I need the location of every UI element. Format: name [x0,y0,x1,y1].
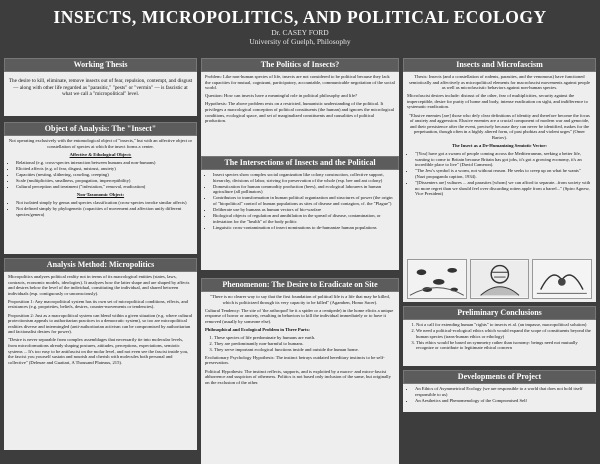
propaganda-image-1 [407,259,467,299]
column-3 [403,58,596,412]
developments-list [407,386,592,403]
list-item: • "[You] have got a swarm of people coming across the Mediterranean, seeking a better life, wanting to come to Britain because Britain has got jobs, it's got a growing economy, it's an incredible place to live" (David Cameron). [415,151,592,168]
conclusions-panel [403,320,596,366]
list-item: • "[Dissenters are] vultures ... and parasites [whom] we can afford to separate...from society with no more regret than we should feel over discarding rotten apple from a barrel..." (Spiro Agnew, Vice President) [415,180,592,197]
list-item: 2. They are predominantly non-harmful to humans. [214,341,395,347]
hypothesis-text: Hypothesis: The above problem rests on a restricted, humanistic understanding of the political. It privileges a macrological conception of political constituents (the human) and ignores the micrological conditions, ecological space, and set of marginalized constituents and causalities of political production. [205,101,395,124]
working-thesis-title: Working Thesis [4,58,197,72]
intersections-title: The Intersections of Insects and the Political [201,156,399,170]
philo-heading: Philosophical and Ecological Problem in Three Parts: [205,326,310,332]
list-item: • Insect species show complex social organization like colony construction, collective support, hierarchy, divisions of labor, striving for preservation of the whole (esp. bee and ant colony) [213,172,395,183]
dehuman-heading: The Insect as a De-Humanizing Semiotic Vector: [452,143,547,149]
politics-panel [201,72,399,156]
object-title: Object of Analysis: The "Insect" [4,122,197,136]
intersections-panel [201,170,399,270]
polhyp-text: Political Hypothesis: The instinct reflects, supports, and is exploited by a macro- and micro-fascist abhorrence and suspicion of otherness. Politics is not based only inclusion of the same, but originally on the exclusion of the other. [205,368,391,385]
poster-title: INSECTS, MICROPOLITICS, AND POLITICAL ECOLOGY [53,7,547,27]
phenomenon-quote: "There is no clearer way to say that the first foundation of political life is a life that may be killed, which is politicized through its very capacity to be killed" (Agamben, Homo Sacer). [210,294,390,305]
list-item: • Elicited affects (e.g. of fear, disgust, mistrust, anxiety) [16,166,193,172]
conclusions-list [407,322,592,351]
list-item: 2. We need a political-ecological ethics which would expand the scope of constituents beyond the human species (trans-human ethics or ethology) [416,328,592,339]
micro-panel [403,72,596,256]
affective-heading: Affective & Ethological Object: [69,151,132,157]
list-item: 3. This ethics would be based on symmetry rather than isonomy: beings need not mutually recognize or contribute to legitimate ethical concern [416,340,592,351]
method-p2: Proposition 1: Any macropolitical system has its own set of micropolitical conditions, effects, and resistances (e.g. proprieties, beliefs, desires, counter-movements or tendencies). [8,298,188,310]
evo-text: Evolutionary Psychology Hypothesis: The instinct betrays outdated hereditary instincts to be self-preservation. [205,354,385,366]
list-item: • An Aesthetics and Phenomenology of the Compromised Self [415,398,592,404]
list-item: • Not isolated simply by genus and species classification (cross-species invoke similar affects) [16,200,193,206]
list-item: • "The Jew's symbol is a worm, not without reason. He seeks to creep up on what he wants" (Nazi propaganda caption, 1934). [415,168,592,179]
list-item: • Scale (multiplicities, smallness, propagation, imperceptibility) [16,178,193,184]
poster-affiliation: University of Guelph, Philosophy [249,37,351,46]
object-intro: Not operating exclusively with the entomological object of "insects," but with an affective object or constellation of species at which the insect forms a center. [8,138,193,149]
column-2 [201,58,399,464]
list-item: • Deliberate use by humans as human vectors of bio-warfare [213,207,395,213]
thesis-text: Thesis: Insects (and a constellation of rodents, parasites, and the venomous) have functioned semiotically and affectively as micropolitical elements for macrofascist movements against people as well as microfascistic behaviors against non-human species. [408,74,591,91]
method-p1: Micropolitics analyzes political reality not in terms of its macrological entities (states, laws, contracts, economic models, ideologies). It analyzes how the latter shape and are shaped by affects and desires below the level of the individual, constituting the individual, and shared between individuals (esp. contiguously or unconsciously). [8,274,190,296]
phenomenon-panel [201,292,399,464]
phenomenon-title: Phenomenon: The Desire to Eradicate on Site [201,278,399,292]
intersections-list [205,172,395,230]
propaganda-image-2 [470,259,530,299]
question-text: Question: How can insects have a meaningful role in political philosophy and life? [205,93,358,99]
micro-title: Insects and Microfascism [403,58,596,72]
list-item: • An Ethics of Asymmetrical Ecology (we are responsible to a world that does not hold itself responsible to us) [415,386,592,397]
microfascist-text: Microfascist desires include: distrust of the other, fear of multiplicities, security against the imperceptible, desire for purity of home and body, intense eradication on sight, and indifference to systematic eradication. [407,93,588,110]
working-thesis-panel [4,72,197,116]
list-item: • Cultural perception and treatment ("infestation," removal, eradication) [16,184,193,190]
affective-list [8,160,193,190]
list-item: 1. Not a call for extending human "rights" to insects et al. (an impasse, macropolitical solution) [416,322,592,328]
elusive-quote: "Elusive enemies [are] those who defy clear definitions of identity and therefore become the focus of anxiety and aggression. Elusive enemies are a crucial component of modern war and genocide, and their persistence after the event, precisely because they can never be identified, makes for the perpetuation, though often in a highly altered form, of past phobias and violent urges" (Omer Bartov). [409,112,590,140]
nontax-list [8,200,193,217]
column-1 [4,58,197,450]
conclusions-title: Preliminary Conclusions [403,306,596,320]
method-p3: Proposition 2: Just as a macropolitical system can blend within a given situation (e.g. where cultural protectionism appeals to authoritarian practices in a democratic system), so too are micropolitical realities diverse and intermingled (anti-authoritarian activism can be compromised by authoritarian and factionalist desires for power). [8,312,193,335]
list-item: • Biological objects of regulation and annihilation in the spread of disease, contamination, or infestation for the "health" of the body politic [213,213,395,224]
method-quote: "Desire is never separable from complex assemblages that necessarily tie into molecular levels, from microformations already shaping postures, attitudes, perceptions, expectations, semiotic systems ... It's too easy to be antifascist on the molar level, and not even see the fascist inside you, the fascist you yourself sustain and nourish and cherish with molecules both personal and collective" (Deleuze and Guattari, A Thousand Plateaus, 215). [8,337,189,365]
propaganda-images [403,256,596,302]
list-item: • Capacities (nesting, slithering, crawling, creeping) [16,172,193,178]
list-item: 3. They serve important ecological functions inside and outside the human home. [214,347,395,353]
developments-panel [403,384,596,412]
philo-list [205,335,395,353]
object-panel [4,136,197,254]
politics-title: The Politics of Insects? [201,58,399,72]
list-item: 1. These species of life predominate by humans are earth. [214,335,395,341]
developments-title: Developments of Project [403,370,596,384]
problem-text: Problem: Like non-human species of life, insects are not considered to be political because they lack the capacities for mutual, cognizant, participatory, accountable, communicable negotiation of the social world. [205,74,395,91]
method-panel [4,272,197,450]
propaganda-image-3 [532,259,592,299]
method-title: Analysis Method: Micropolitics [4,258,197,272]
working-thesis-text: The desire to kill, eliminate, remove insects out of fear, repulsion, contempt, and disgust — along with other life regarded as "parasitic," "pests" or "vermin" — is fascistic at what we call a "micropolitical" level. [8,78,193,98]
poster-header [0,0,600,52]
list-item: • Relational (e.g. cross-species interaction between humans and non-humans) [16,160,193,166]
list-item: • Contributors to transformation in human political organization and structures of power (the origin of "biopolitical" control of human populations as sites of disease and contagion, cf. the "Plague") [213,195,395,206]
poster-author: Dr. CASEY FORD [271,28,329,37]
tolerance-text: Cultural Tendency: The site of 'the arthropod' be it a spider or a centipede) in the home elicits a unique response of horror or anxiety, resulting in behaviors to kill the individual immediately or to have it removed (usually by someone else). [205,307,394,324]
nontax-heading: Non-Taxonomic Object: [76,191,125,197]
list-item: • Linguistic cross-contamination of insect nominations to de-humanize human populations [213,225,395,231]
list-item: • Domestication for human commodity production (bees), and ecological labourers in human agriculture (all pollinators) [213,184,395,195]
list-item: • Not defined simply by phylogenetic (capacities of movement and affection unify different species/genera) [16,206,193,217]
dehuman-list [407,151,592,197]
